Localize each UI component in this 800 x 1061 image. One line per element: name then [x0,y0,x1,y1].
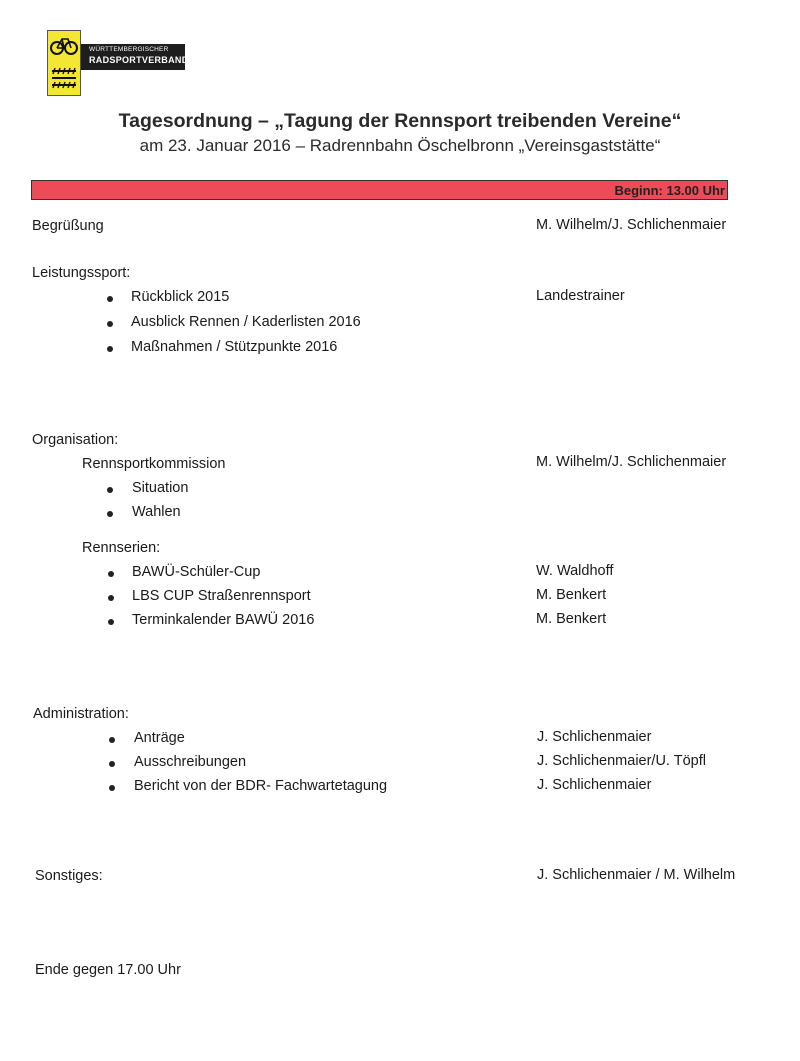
section-administration: Administration: [33,706,129,722]
end-time: Ende gegen 17.00 Uhr [35,962,181,978]
list-item: Rückblick 2015 [131,289,230,305]
subsection-rennsportkommission: Rennsportkommission [82,456,226,472]
list-item-person: J. Schlichenmaier/U. Töpfl [537,753,706,769]
logo-emblem [47,30,81,96]
bullet-icon [109,761,115,767]
list-item: Terminkalender BAWÜ 2016 [132,612,315,628]
page-subtitle: am 23. Januar 2016 – Radrennbahn Öschelbronn „Vereinsgaststätte“ [139,136,661,155]
section-begruessung-person: M. Wilhelm/J. Schlichenmaier [536,217,727,233]
list-item: Maßnahmen / Stützpunkte 2016 [131,339,338,355]
list-item-person: J. Schlichenmaier [537,729,652,745]
list-item-person: Landestrainer [536,288,625,304]
section-begruessung: Begrüßung [32,218,104,234]
list-item: Anträge [134,730,185,746]
bullet-icon [109,737,115,743]
list-item-person: J. Schlichenmaier [537,777,652,793]
bullet-icon [107,296,113,302]
list-item: BAWÜ-Schüler-Cup [132,564,261,580]
list-item: Bericht von der BDR- Fachwartetagung [134,778,388,794]
list-item: Ausblick Rennen / Kaderlisten 2016 [131,314,361,330]
section-sonstiges: Sonstiges: [35,868,103,884]
page-title: Tagesordnung – „Tagung der Rennsport treibenden Vereine“ [118,110,682,132]
bullet-icon [107,346,113,352]
list-item-person: W. Waldhoff [536,563,614,579]
subsection-rennsportkommission-person: M. Wilhelm/J. Schlichenmaier [536,454,727,470]
list-item: Ausschreibungen [134,754,247,770]
logo-text-line1: WÜRTTEMBERGISCHER [89,46,169,53]
bullet-icon [107,511,113,517]
logo-banner [81,44,201,70]
bullet-icon [107,321,113,327]
start-time-label: Beginn: 13.00 Uhr [614,183,725,198]
bullet-icon [108,619,114,625]
list-item-person: M. Benkert [536,611,607,627]
list-item-person: M. Benkert [536,587,607,603]
list-item: Wahlen [132,504,181,520]
bullet-icon [108,571,114,577]
section-sonstiges-person: J. Schlichenmaier / M. Wilhelm [537,867,736,883]
list-item: Situation [132,480,189,496]
section-leistungssport: Leistungssport: [32,265,131,281]
bullet-icon [109,785,115,791]
bicycle-icon [48,31,80,95]
subsection-rennserien: Rennserien: [82,540,161,556]
bullet-icon [107,487,113,493]
section-organisation: Organisation: [32,432,119,448]
bullet-icon [108,595,114,601]
logo-text-line2: RADSPORTVERBAND e.V. [89,55,201,65]
federation-logo [47,30,201,98]
list-item: LBS CUP Straßenrennsport [132,588,311,604]
start-time-bar [31,180,728,200]
